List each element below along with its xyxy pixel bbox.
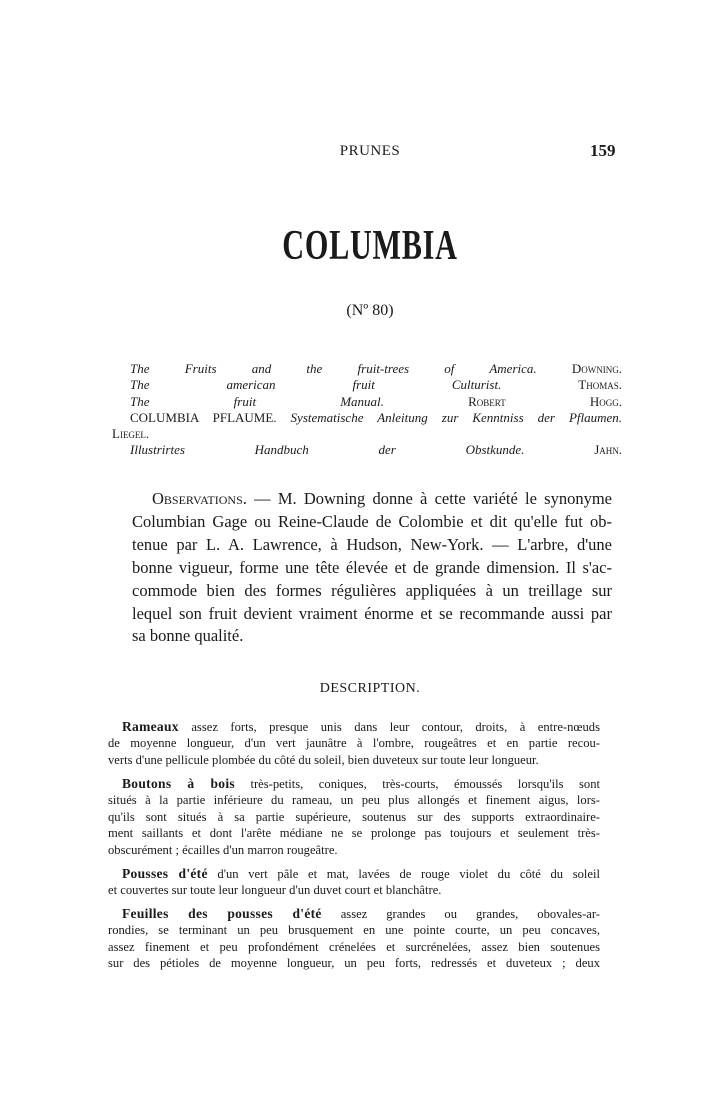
- text-line: obscurément ; écailles d'un marron rougeâtre.: [108, 842, 338, 857]
- term: Boutons à bois: [122, 776, 235, 791]
- reference-item: The fruit Manual. Robert Hogg.: [130, 393, 622, 409]
- text-line: assez finement et peu profondément crénelées et surcrénelées, assez bien soutenues: [108, 939, 600, 954]
- text-line: assez forts, presque unis dans leur contour, droits, à entre-nœuds: [191, 720, 601, 734]
- description-pousses: [108, 866, 600, 899]
- references-list: [112, 361, 622, 459]
- text-line: rondies, se terminant un peu brusquement en une pointe courte, un peu concaves,: [108, 923, 600, 938]
- text-line: très-petits, coniques, très-courts, émoussés lorsqu'ils sont: [250, 777, 600, 791]
- observations-paragraph: [132, 488, 612, 648]
- text-line: bonne vigueur, forme une tête élevée et de grande dimension. Il s'ac-: [132, 557, 612, 577]
- text-line: ment saillants et dont l'arête médiane ne se prolonge pas toujours et seulement très-: [108, 826, 600, 841]
- reference-item: Illustrirtes Handbuch der Obstkunde. Jahn.: [130, 442, 623, 458]
- page-title: COLUMBIA: [282, 223, 458, 269]
- text-line: lequel son fruit devient vraiment énorme et se recommande aussi par: [132, 603, 612, 623]
- description-feuilles: [108, 906, 600, 972]
- variety-number: (Nº 80): [346, 302, 394, 319]
- text-line: d'un vert pâle et mat, lavées de rouge violet du côté du soleil: [217, 867, 600, 881]
- text-line: tenue par L. A. Lawrence, à Hudson, New-York. — L'arbre, d'une: [132, 534, 612, 554]
- term: Pousses d'été: [122, 866, 208, 881]
- text-line: Columbian Gage ou Reine-Claude de Colombie et dit qu'elle fut ob-: [132, 511, 612, 531]
- description-boutons: [108, 776, 600, 858]
- text-line: et couvertes sur toute leur longueur d'un duvet court et blanchâtre.: [108, 883, 442, 898]
- section-heading: DESCRIPTION.: [319, 681, 421, 696]
- text-line: Observations. — M. Downing donne à cette variété le synonyme: [152, 489, 613, 508]
- text-line: commode bien des formes régulières appliquées à un treillage sur: [132, 580, 612, 600]
- term: Feuilles des pousses d'été: [122, 906, 322, 921]
- text-line: sa bonne qualité.: [132, 626, 244, 646]
- text-line: assez grandes ou grandes, obovales-ar-: [340, 907, 600, 921]
- text-line: de moyenne longueur, d'un vert jaunâtre à l'ombre, rougeâtres et en partie recou-: [108, 736, 600, 751]
- page-number: 159: [590, 141, 616, 160]
- reference-item: The american fruit Culturist. Thomas.: [130, 377, 622, 393]
- description-rameaux: [108, 719, 600, 768]
- reference-item: COLUMBIA PFLAUME. Systematische Anleitung zur Kenntniss der Pflaumen.: [130, 409, 623, 425]
- text-line: situés à la partie inférieure du rameau, un peu plus allongés et finement aigus, lors-: [108, 793, 600, 808]
- running-head: PRUNES: [339, 143, 401, 159]
- reference-item: The Fruits and the fruit-trees of America. Downing.: [130, 361, 623, 376]
- reference-item-continued: Liegel.: [112, 426, 150, 442]
- text-line: verts d'une pellicule plombée du côté du soleil, bien duveteux sur toute leur longueur.: [108, 752, 539, 767]
- term: Rameaux: [122, 719, 179, 734]
- text-line: qu'ils sont situés à sa partie supérieure, soutenus sur des supports extraordinaire-: [108, 809, 600, 824]
- text-line: sur des pétioles de moyenne longueur, un peu forts, redressés et duveteux ; deux: [108, 956, 600, 971]
